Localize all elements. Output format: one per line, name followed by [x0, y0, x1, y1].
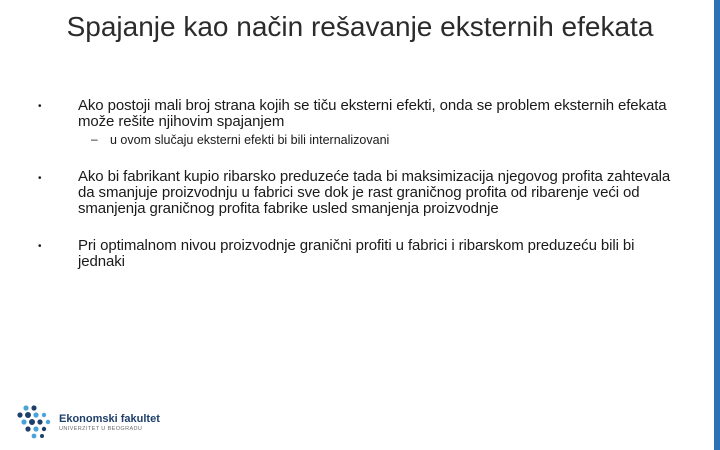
sub-bullet-marker: – — [91, 132, 98, 146]
faculty-logo — [16, 404, 216, 444]
sub-bullet-text: u ovom slučaju eksterni efekti bi bili internalizovani — [110, 133, 390, 147]
logo-subtitle: UNIVERZITET U BEOGRADU — [59, 426, 143, 432]
bullet-text: Ako postoji mali broj strana kojih se tiču eksterni efekti, onda se problem eksternih efekata može rešite njihovim spajanjem — [78, 97, 667, 130]
bullet-text: Pri optimalnom nivou proizvodnje granični profiti u fabrici i ribarskom preduzeću bili bi jednaki — [78, 237, 635, 270]
logo-name: Ekonomski fakultet — [59, 413, 160, 425]
bullet-text: Ako bi fabrikant kupio ribarsko preduzeće tada bi maksimizacija njegovog profita zahtevala da smanjuje proizvodnju u fabrici sve dok je rast graničnog profita od ribarenje veći od smanjenja graničnog profita fabrike usled smanjenja proizvodnje — [78, 168, 671, 217]
bullet-marker: • — [38, 173, 42, 184]
bullet-marker: • — [38, 241, 42, 252]
dots-logo-icon — [16, 404, 54, 440]
bullet-marker: • — [38, 101, 42, 112]
slide-title: Spajanje kao način rešavanje eksternih efekata — [66, 11, 654, 42]
